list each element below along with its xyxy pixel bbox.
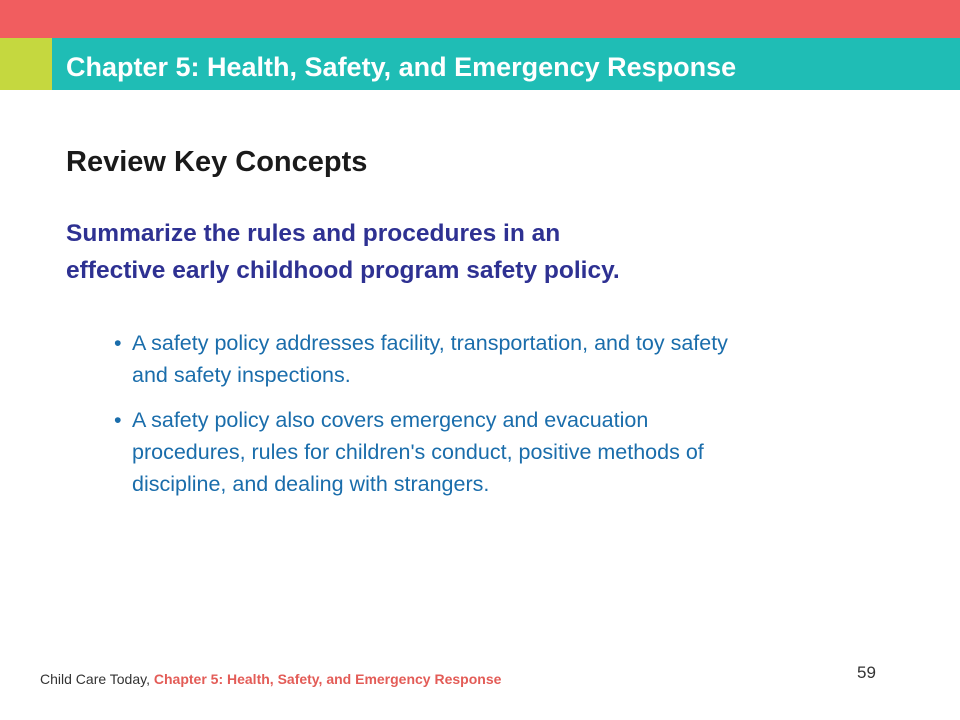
- section-heading: Review Key Concepts: [66, 146, 368, 178]
- chapter-title: Chapter 5: Health, Safety, and Emergency Response: [66, 52, 737, 82]
- accent-block: [0, 38, 52, 90]
- bullet-item: [112, 404, 902, 500]
- bullet-line: • A safety policy also covers emergency and evacuation: [132, 408, 649, 432]
- bullet-line: discipline, and dealing with strangers.: [132, 472, 490, 496]
- bullet-line: procedures, rules for children's conduct, positive methods of: [132, 440, 704, 464]
- footer-chapter: Chapter 5: Health, Safety, and Emergency Response: [153, 671, 502, 687]
- bullet-list: [112, 327, 902, 513]
- bullet-item: [112, 327, 902, 391]
- page-number: 59: [857, 663, 876, 682]
- objective-text: [66, 215, 826, 289]
- bullet-line: • A safety policy addresses facility, transportation, and toy safety: [132, 331, 728, 355]
- top-color-bar: [0, 0, 960, 38]
- objective-line: effective early childhood program safety policy.: [66, 257, 620, 284]
- objective-line: Summarize the rules and procedures in an: [66, 220, 561, 247]
- bullet-line: and safety inspections.: [132, 363, 351, 387]
- footer-book-title: Child Care Today,: [40, 671, 150, 687]
- footer-citation: [40, 671, 501, 687]
